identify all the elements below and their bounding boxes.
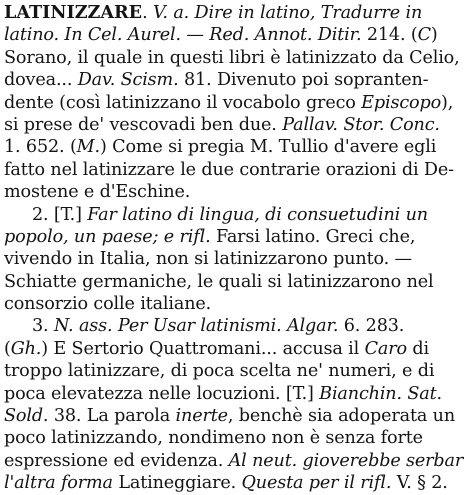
entry-line [4, 204, 466, 226]
body-text: Latineggiare. [112, 473, 242, 494]
italic-text: Far latino di lingua, di consuetudini un [87, 204, 428, 225]
entry-line [4, 114, 466, 136]
entry-line [4, 136, 466, 158]
italic-text: Caro [364, 338, 407, 359]
entry-line [4, 47, 466, 69]
italic-text: l'altra forma [4, 473, 113, 494]
entry-line [4, 271, 466, 293]
entry-line [4, 315, 466, 337]
body-text: . [142, 3, 153, 23]
entry-line [4, 2, 466, 24]
body-text: di [406, 338, 429, 359]
italic-text: V. a. Dire in latino, Tradurre in [152, 3, 423, 23]
headword: LATINIZZARE [4, 2, 143, 23]
body-text: 1. 652. ( [4, 137, 77, 158]
italic-text: popolo, un paese; e rifl. [4, 226, 211, 247]
body-text: poco latinizzando, nondimeno non è senza forte [4, 428, 423, 449]
body-text: 2. [T.] [32, 204, 88, 225]
entry-line [4, 181, 466, 203]
italic-text: C [417, 25, 431, 46]
body-text: dovea... [4, 70, 78, 91]
body-text: ), [441, 92, 454, 113]
entry-line [4, 338, 466, 360]
italic-text: N. ass. Per Usar latinismi. Algar. [53, 316, 339, 337]
italic-text: Bianchin. Sat. [319, 383, 442, 404]
body-text: 38. La parola [48, 406, 176, 427]
entry-line [4, 24, 466, 46]
italic-text: M. [76, 137, 100, 158]
italic-text: Questa per il rifl. [241, 473, 392, 494]
body-text: ) Come si pregia M. Tullio d'avere egli [99, 137, 437, 158]
entry-line [4, 360, 466, 382]
body-text: 6. 283. [338, 316, 405, 337]
entry-line [4, 293, 466, 315]
body-text: si prese de' vescovadi ben due. [4, 114, 283, 135]
body-text: ) [430, 25, 438, 46]
entry-line [4, 472, 466, 494]
body-text: espressione ed evidenza. [4, 450, 229, 471]
body-text: Schiatte germaniche, le quali si latinizzarono nel [4, 271, 434, 292]
body-text: poca elevatezza nelle locuzioni. [T.] [4, 383, 320, 404]
body-text: consorzio colle italiane. [4, 294, 212, 315]
entry-line [4, 405, 466, 427]
entry-line [4, 383, 466, 405]
italic-text: Pallav. Stor. Conc. [282, 114, 440, 135]
body-text: V. § 2. [391, 473, 448, 494]
italic-text: Al neut. gioverebbe serbar [228, 450, 464, 471]
body-text: troppo latinizzare, di poca scelta ne' numeri, e di [4, 361, 435, 382]
body-text: Sorano, il quale in questi libri è latinizzato da Celio, [4, 47, 460, 68]
body-text: ( [4, 338, 11, 359]
italic-text: Episcopo [361, 92, 442, 113]
body-text: , benchè sia adoperata un [227, 406, 456, 427]
body-text: mostene e d'Eschine. [4, 182, 191, 203]
entry-line [4, 427, 466, 449]
body-text: dente (così latinizzano il vocabolo greco [4, 92, 362, 113]
body-text: Farsi latino. Greci che, [210, 226, 416, 247]
entry-line [4, 226, 466, 248]
body-text: vivendo in Italia, non si latinizzarono punto. — [4, 249, 412, 270]
entry-line [4, 92, 466, 114]
entry-line [4, 159, 466, 181]
dictionary-entry [4, 2, 466, 495]
body-text: 214. ( [361, 25, 418, 46]
italic-text: Sold. [4, 406, 49, 427]
entry-line [4, 248, 466, 270]
body-text: fatto nel latinizzare le due contrarie orazioni di De- [4, 159, 454, 180]
italic-text: latino. In Cel. Aurel. — Red. Annot. Ditir. [4, 25, 362, 46]
body-text: 81. Divenuto poi sopranten- [178, 70, 429, 91]
italic-text: Gh. [10, 338, 42, 359]
body-text: 3. [32, 316, 54, 337]
italic-text: inerte [175, 406, 228, 427]
entry-line [4, 69, 466, 91]
body-text: ) E Sertorio Quattromani... accusa il [41, 338, 365, 359]
italic-text: Dav. Scism. [77, 70, 179, 91]
